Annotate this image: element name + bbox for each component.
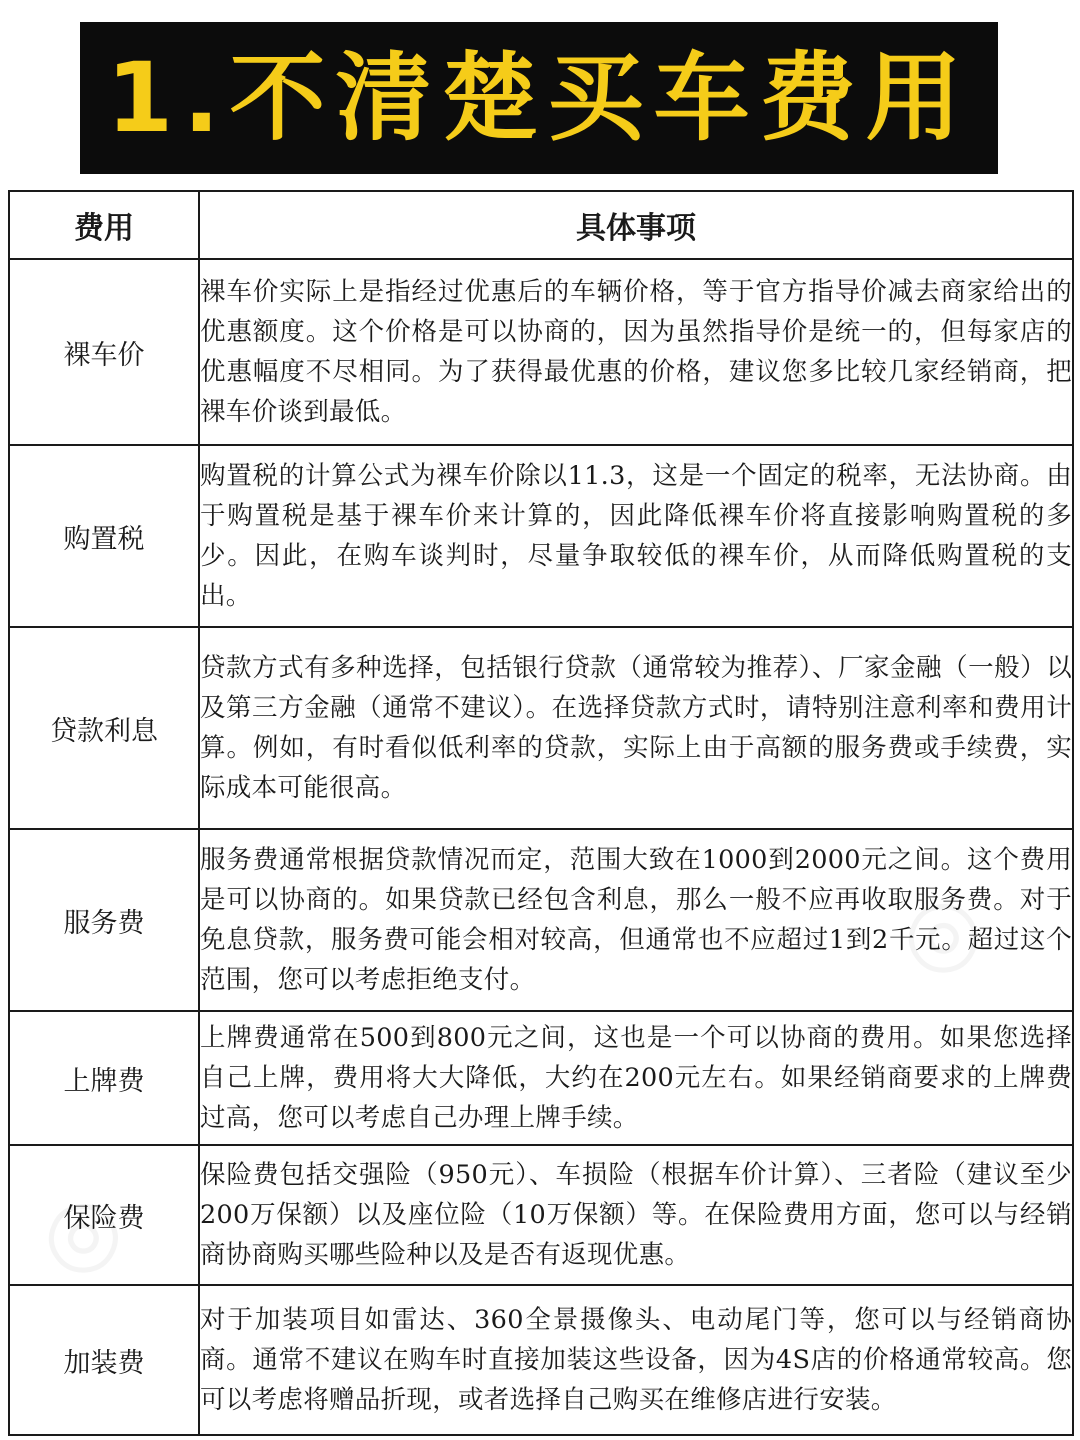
table-row	[9, 1285, 1073, 1435]
table-row	[9, 627, 1073, 829]
page-title: 1.不清楚买车费用	[106, 42, 972, 154]
table-row	[9, 1011, 1073, 1145]
fee-name: 服务费	[9, 829, 199, 1011]
fee-detail: 服务费通常根据贷款情况而定，范围大致在1000到2000元之间。这个费用是可以协商的。如果贷款已经包含利息，那么一般不应再收取服务费。对于免息贷款，服务费可能会相对较高，但通常也不应超过1到2千元。超过这个范围，您可以考虑拒绝支付。	[199, 829, 1073, 1011]
title-banner	[80, 22, 998, 174]
fee-name: 裸车价	[9, 259, 199, 445]
table-header-row	[9, 191, 1073, 259]
fee-detail: 裸车价实际上是指经过优惠后的车辆价格，等于官方指导价减去商家给出的优惠额度。这个价格是可以协商的，因为虽然指导价是统一的，但每家店的优惠幅度不尽相同。为了获得最优惠的价格，建议您多比较几家经销商，把裸车价谈到最低。	[199, 259, 1073, 445]
table-row	[9, 259, 1073, 445]
fee-detail: 购置税的计算公式为裸车价除以11.3，这是一个固定的税率，无法协商。由于购置税是基于裸车价来计算的，因此降低裸车价将直接影响购置税的多少。因此，在购车谈判时，尽量争取较低的裸车价，从而降低购置税的支出。	[199, 445, 1073, 627]
fee-name: 贷款利息	[9, 627, 199, 829]
fee-detail: 保险费包括交强险（950元）、车损险（根据车价计算）、三者险（建议至少200万保额）以及座位险（10万保额）等。在保险费用方面，您可以与经销商协商购买哪些险种以及是否有返现优惠。	[199, 1145, 1073, 1285]
table-row	[9, 1145, 1073, 1285]
fee-name: 加装费	[9, 1285, 199, 1435]
column-header-fee: 费用	[9, 191, 199, 259]
column-header-details: 具体事项	[199, 191, 1073, 259]
fee-name: 上牌费	[9, 1011, 199, 1145]
fee-detail: 上牌费通常在500到800元之间，这也是一个可以协商的费用。如果您选择自己上牌，费用将大大降低，大约在200元左右。如果经销商要求的上牌费过高，您可以考虑自己办理上牌手续。	[199, 1011, 1073, 1145]
table-row	[9, 829, 1073, 1011]
fee-table	[8, 190, 1074, 1436]
fee-name: 保险费	[9, 1145, 199, 1285]
fee-detail: 贷款方式有多种选择，包括银行贷款（通常较为推荐）、厂家金融（一般）以及第三方金融（通常不建议）。在选择贷款方式时，请特别注意利率和费用计算。例如，有时看似低利率的贷款，实际上由于高额的服务费或手续费，实际成本可能很高。	[199, 627, 1073, 829]
table-row	[9, 445, 1073, 627]
fee-detail: 对于加装项目如雷达、360全景摄像头、电动尾门等，您可以与经销商协商。通常不建议在购车时直接加装这些设备，因为4S店的价格通常较高。您可以考虑将赠品折现，或者选择自己购买在维修店进行安装。	[199, 1285, 1073, 1435]
fee-name: 购置税	[9, 445, 199, 627]
